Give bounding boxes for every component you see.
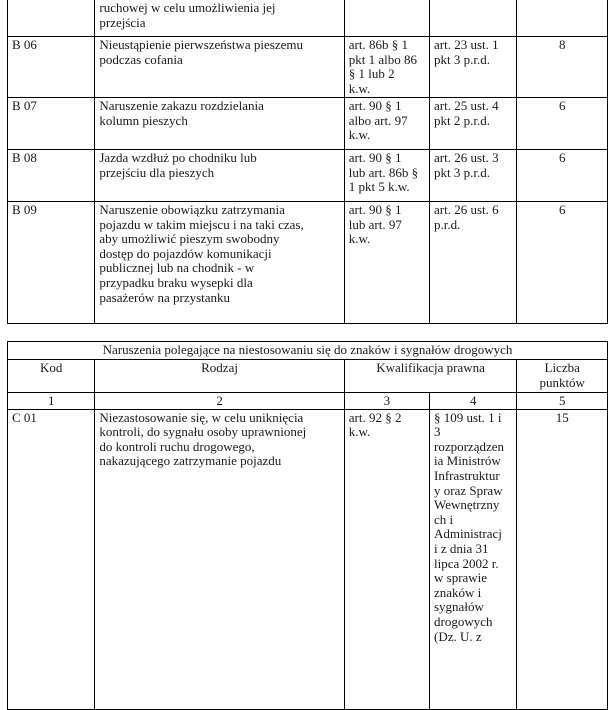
description-cell: Naruszenie obowiązku zatrzymania pojazdu w takim miejscu i na taki czas, aby umożliwić pieszym swobodny dostęp do pojazdów komunikacji publicznej lub na chodnik - w przypadku braku wysepki dla pasażerów na przystanku [95,202,344,324]
section-title-row [8,342,608,360]
kw-cell: art. 90 § 1 albo art. 97 k.w. [344,98,429,150]
kw-cell: art. 90 § 1 lub art. 86b § 1 pkt 5 k.w. [344,150,429,202]
column-number: 3 [344,393,429,410]
header-row [8,360,608,393]
table-row [8,37,608,98]
header-kwalifikacja: Kwalifikacja prawna [344,360,517,393]
header-punkty: Liczba punktów [517,360,608,393]
violations-table-c [7,341,608,710]
code-cell: B 08 [8,150,95,202]
kw-cell: art. 92 § 2 k.w. [344,409,429,709]
table-row [8,202,608,324]
table-row [8,150,608,202]
code-cell: B 06 [8,37,95,98]
kw-cell: art. 90 § 1 lub art. 97 k.w. [344,202,429,324]
column-number-row [8,393,608,410]
description-cell: Jazda wzdłuż po chodniku lub przejściu dla pieszych [95,150,344,202]
table-row [8,0,608,37]
kw-cell: art. 86b § 1 pkt 1 albo 86 § 1 lub 2 k.w. [344,37,429,98]
points-cell: 8 [517,37,608,98]
points-cell: 6 [517,202,608,324]
prd-cell: art. 26 ust. 6 p.r.d. [430,202,517,324]
code-cell: B 07 [8,98,95,150]
header-kod: Kod [8,360,95,393]
points-cell [517,0,608,37]
prd-cell: art. 26 ust. 3 pkt 3 p.r.d. [430,150,517,202]
code-cell: C 01 [8,409,95,709]
description-cell: ruchowej w celu umożliwienia jej przejścia [95,0,344,37]
prd-cell: art. 23 ust. 1 pkt 3 p.r.d. [430,37,517,98]
section-title: Naruszenia polegające na niestosowaniu się do znaków i sygnałów drogowych [8,342,608,360]
code-cell: B 09 [8,202,95,324]
column-number: 4 [430,393,517,410]
column-number: 2 [95,393,344,410]
violations-table-b [7,0,608,324]
points-cell: 6 [517,98,608,150]
column-number: 1 [8,393,95,410]
table-row [8,98,608,150]
description-cell: Niezastosowanie się, w celu uniknięcia kontroli, do sygnału osoby uprawnionej do kontroli ruchu drogowego, nakazującego zatrzymanie pojazdu [95,409,344,709]
description-cell: Naruszenie zakazu rozdzielania kolumn pieszych [95,98,344,150]
table-row [8,409,608,709]
points-cell: 6 [517,150,608,202]
prd-cell [430,0,517,37]
kw-cell [344,0,429,37]
prd-cell: § 109 ust. 1 i 3 rozporządzen ia Ministrów Infrastruktur y oraz Spraw Wewnętrzny ch i Administracj i z dnia 31 lipca 2002 r. w sprawie znaków i sygnałów drogowych (Dz. U. z [430,409,517,709]
column-number: 5 [517,393,608,410]
prd-cell: art. 25 ust. 4 pkt 2 p.r.d. [430,98,517,150]
points-cell: 15 [517,409,608,709]
description-cell: Nieustąpienie pierwszeństwa pieszemu podczas cofania [95,37,344,98]
header-rodzaj: Rodzaj [95,360,344,393]
code-cell [8,0,95,37]
